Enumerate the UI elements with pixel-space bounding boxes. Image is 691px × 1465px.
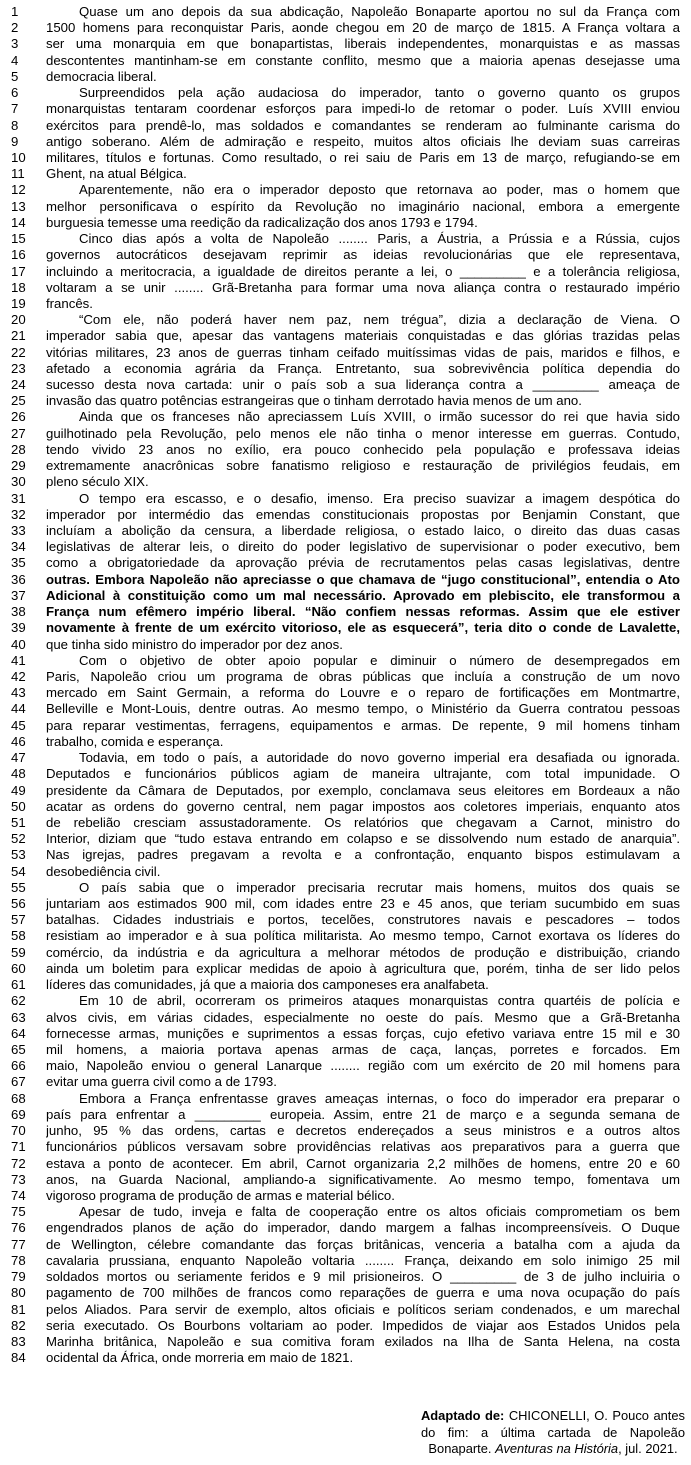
- line-text: Paris, Napoleão criou um programa de obras públicas que incluía a construção de um novo: [46, 668, 680, 684]
- line-text: como a obrigatoriedade da aprovação prévia de recrutamentos pelas casas legislativas, dentre: [46, 555, 680, 571]
- passage-line: [0, 134, 691, 150]
- line-number: 48: [11, 766, 26, 782]
- line-text: vigoroso programa de produção de armas e material bélico.: [46, 1187, 395, 1203]
- line-number: 56: [11, 896, 26, 912]
- line-number: 70: [11, 1123, 26, 1139]
- passage-line: [0, 588, 691, 604]
- passage-line: [0, 718, 691, 734]
- line-text: antigo soberano. Além de admiração e respeito, muitos altos oficiais lhe deviam suas carreiras: [46, 133, 680, 149]
- passage-line: [0, 215, 691, 231]
- line-text: Nas igrejas, padres pregavam a revolta e a confrontação, enquanto bispos estimulavam a: [46, 847, 680, 863]
- line-number: 26: [11, 409, 26, 425]
- line-text: invasão das quatro potências estrangeiras que o tinham derrotado havia menos de um ano.: [46, 393, 582, 409]
- line-text: pagamento de 700 milhões de francos como reparações de guerra e uma nova ocupação do país: [46, 1285, 680, 1301]
- line-number: 84: [11, 1350, 26, 1366]
- line-number: 6: [11, 85, 19, 101]
- passage-line: [0, 1204, 691, 1220]
- line-text: Ghent, na atual Bélgica.: [46, 166, 187, 182]
- line-text: Interior, diziam que “tudo estava entrando em colapso e se dissolvendo num estado de anarquia”.: [46, 831, 680, 847]
- passage-line: [0, 815, 691, 831]
- line-text: francês.: [46, 295, 93, 311]
- passage-line: [0, 555, 691, 571]
- line-number: 44: [11, 701, 26, 717]
- passage-line: [0, 85, 691, 101]
- passage-line: [0, 750, 691, 766]
- line-number: 83: [11, 1333, 26, 1349]
- passage-line: [0, 1074, 691, 1090]
- line-text: incluíam a abolição da censura, a liberdade religiosa, o estado laico, o direito das duas casas: [46, 523, 680, 538]
- passage-line: [0, 637, 691, 653]
- passage-line: [0, 669, 691, 685]
- line-number: 29: [11, 458, 26, 474]
- line-text: Com o objetivo de obter apoio popular e diminuir o número de desempregados em: [79, 652, 680, 668]
- line-number: 38: [11, 604, 26, 620]
- line-text: 1500 homens para reconquistar Paris, aonde chegou em 20 de março de 1815. A França voltara a: [46, 20, 680, 36]
- passage-line: [0, 393, 691, 409]
- line-text: França num efêmero império liberal. “Não confiem nessas reformas. Assim que ele estiver: [46, 604, 680, 620]
- passage-line: [0, 604, 691, 620]
- line-number: 49: [11, 782, 26, 798]
- passage-line: [0, 474, 691, 490]
- line-number: 9: [11, 133, 19, 149]
- passage-line: [0, 799, 691, 815]
- line-number: 21: [11, 328, 26, 344]
- line-text: legislativas de alterar leis, o direito do poder legislativo de supervisionar o poder executivo, bem: [46, 539, 680, 555]
- line-text: ser uma monarquia em que bonapartistas, liberais independentes, monarquistas e as massas: [46, 36, 680, 52]
- line-number: 27: [11, 425, 26, 441]
- passage-line: [0, 442, 691, 458]
- passage-line: [0, 247, 691, 263]
- line-number: 71: [11, 1139, 26, 1155]
- passage-line: [0, 458, 691, 474]
- citation-source-name: Aventuras na História: [495, 1441, 619, 1457]
- line-number: 65: [11, 1042, 26, 1057]
- line-number: 35: [11, 555, 26, 571]
- line-number: 82: [11, 1317, 26, 1333]
- passage-line: [0, 896, 691, 912]
- line-text: mercado em Saint Germain, a reforma do Louvre e o reparo de fortificações em Montmartre,: [46, 685, 680, 701]
- line-text: vitórias militares, 23 anos de guerras tinham ceifado muitíssimas vidas de pais, maridos e filhos, e: [46, 344, 680, 360]
- passage-line: [0, 1302, 691, 1318]
- line-number: 39: [11, 620, 26, 636]
- line-text: funcionários públicos versavam sobre providências relativas aos preparativos para a guerra que: [46, 1139, 680, 1155]
- passage-line: [0, 101, 691, 117]
- line-text: evitar uma guerra civil como a de 1793.: [46, 1074, 277, 1090]
- line-number: 64: [11, 1025, 26, 1041]
- line-text: Embora a França enfrentasse graves ameaças internas, o foco do imperador era preparar o: [79, 1090, 680, 1106]
- line-number: 58: [11, 928, 26, 944]
- line-text: sucesso desta nova cartada: unir o país sob a sua liderança contra a _________ ameaça de: [46, 377, 680, 393]
- passage-line: [0, 831, 691, 847]
- line-number: 50: [11, 798, 26, 814]
- line-text: batalhas. Cidades industriais e portos, tecelões, construtores navais e pescadores – todos: [46, 912, 680, 928]
- passage-line: [0, 620, 691, 636]
- citation: [421, 1408, 685, 1458]
- line-text: de Wellington, célebre comandante das forças britânicas, venceria a batalha com a ajuda da: [46, 1236, 680, 1252]
- passage-line: [0, 1350, 691, 1366]
- line-text: de rebelião cresciam assustadoramente. Os relatórios que chegavam a Carnot, ministro do: [46, 814, 680, 830]
- line-text: O tempo era escasso, e o desafio, imenso. Era preciso suavizar a imagem despótica do: [79, 490, 680, 506]
- citation-text: CHICONELLI, O. Pouco antes do fim: a última cartada de Napoleão Bonaparte.: [421, 1408, 685, 1457]
- passage-line: [0, 1123, 691, 1139]
- passage-line: [0, 977, 691, 993]
- line-number: 59: [11, 944, 26, 960]
- passage-line: [0, 961, 691, 977]
- line-number: 11: [11, 166, 25, 182]
- passage-line: [0, 928, 691, 944]
- passage-line: [0, 182, 691, 198]
- line-number: 24: [11, 377, 26, 393]
- line-number: 46: [11, 733, 26, 749]
- line-number: 25: [11, 393, 26, 409]
- passage-line: [0, 1026, 691, 1042]
- line-text: democracia liberal.: [46, 68, 157, 84]
- line-number: 36: [11, 571, 26, 587]
- line-text: melhor personificava o espírito da Revolução no imaginário nacional, embora a emergente: [46, 198, 680, 214]
- line-number: 3: [11, 36, 19, 52]
- line-number: 8: [11, 117, 19, 133]
- passage-line: [0, 1334, 691, 1350]
- line-number: 66: [11, 1058, 26, 1074]
- line-number: 77: [11, 1236, 26, 1252]
- line-number: 1: [11, 4, 19, 19]
- passage-line: [0, 1253, 691, 1269]
- line-number: 23: [11, 360, 26, 376]
- passage-line: [0, 1172, 691, 1188]
- line-text: que tinha sido ministro do imperador por dez anos.: [46, 636, 343, 652]
- passage-line: [0, 864, 691, 880]
- line-text: burguesia temesse uma reedição da radicalização dos anos 1793 e 1794.: [46, 214, 478, 230]
- line-number: 42: [11, 668, 26, 684]
- passage-line: [0, 1091, 691, 1107]
- line-number: 14: [11, 214, 26, 230]
- line-number: 5: [11, 68, 19, 84]
- passage-line: [0, 426, 691, 442]
- line-text: ainda um boletim para explicar medidas de apoio à agricultura que, porém, tinha de ser lido pelos: [46, 960, 680, 976]
- passage-line: [0, 199, 691, 215]
- line-number: 45: [11, 717, 26, 733]
- line-number: 76: [11, 1220, 26, 1236]
- passage-line: [0, 766, 691, 782]
- line-number: 75: [11, 1204, 26, 1220]
- passage-line: [0, 539, 691, 555]
- line-text: imperador por intermédio das emendas constitucionais propostas por Benjamin Constant, que: [46, 506, 680, 522]
- passage-line: [0, 1188, 691, 1204]
- line-number: 63: [11, 1009, 26, 1025]
- line-number: 47: [11, 750, 26, 766]
- passage-line: [0, 1237, 691, 1253]
- line-number: 51: [11, 814, 26, 830]
- passage-line: [0, 377, 691, 393]
- line-number: 62: [11, 993, 26, 1009]
- line-number: 72: [11, 1155, 26, 1171]
- passage-line: [0, 523, 691, 539]
- line-number: 13: [11, 198, 26, 214]
- line-text: alvos civis, em várias cidades, especialmente no oeste do país. Mesmo que a Grã-Bretanha: [46, 1009, 680, 1025]
- line-text: maio, Napoleão enviou o general Lanarque ........ região com um exército de 20 mil homens para: [46, 1058, 680, 1074]
- line-number: 22: [11, 344, 26, 360]
- line-number: 78: [11, 1252, 26, 1268]
- citation-label: Adaptado de:: [421, 1408, 505, 1424]
- passage-line: [0, 507, 691, 523]
- passage-line: [0, 361, 691, 377]
- line-text: trabalho, comida e esperança.: [46, 733, 224, 749]
- passage-line: [0, 150, 691, 166]
- passage-line: [0, 328, 691, 344]
- line-number: 52: [11, 831, 26, 847]
- passage-line: [0, 685, 691, 701]
- line-text: tendo vivido 23 anos no exílio, era pouco conhecido pela população e professava ideias: [46, 441, 680, 457]
- passage-line: [0, 20, 691, 36]
- line-text: Em 10 de abril, ocorreram os primeiros ataques monarquistas contra quartéis de polícia e: [79, 993, 680, 1009]
- line-text: fornecesse armas, munições e suprimentos a essas forças, cujo efetivo variava entre 15 mil e 30: [46, 1025, 680, 1041]
- line-text: anos, na Guarda Nacional, ampliando-a significativamente. Ao mesmo tempo, fomentava um: [46, 1171, 680, 1187]
- line-text: Quase um ano depois da sua abdicação, Napoleão Bonaparte aportou no sul da França com: [79, 4, 680, 19]
- line-text: Belleville e Mont-Louis, dentre outras. Ao mesmo tempo, o Ministério da Guerra contratou pessoas: [46, 701, 680, 717]
- line-number: 79: [11, 1269, 26, 1285]
- line-text: cavalaria prussiana, enquanto Napoleão voltaria ........ França, deixando em solo inimigo 25 mil: [46, 1252, 680, 1268]
- line-text: outras. Embora Napoleão não apreciasse o que chamava de “jugo constitucional”, entendia o Ato: [46, 571, 680, 587]
- line-number: 32: [11, 506, 26, 522]
- line-number: 60: [11, 960, 26, 976]
- line-text: seria executado. Os Bourbons voltariam ao poder. Impedidos de viajar aos Estados Unidos pela: [46, 1317, 680, 1333]
- passage-line: [0, 1010, 691, 1026]
- line-number: 17: [11, 263, 26, 279]
- passage-line: [0, 231, 691, 247]
- line-text: Todavia, em todo o país, a autoridade do novo governo imperial era desafiada ou ignorada.: [79, 750, 680, 766]
- line-number: 61: [11, 977, 26, 993]
- line-number: 20: [11, 312, 26, 328]
- line-number: 19: [11, 295, 26, 311]
- line-text: Cinco dias após a volta de Napoleão ........ Paris, a Áustria, a Prússia e a Rússia, cujos: [79, 231, 680, 247]
- line-text: governos autocráticos desejavam reprimir as ideias revolucionárias que ele representava,: [46, 247, 680, 263]
- passage-line: [0, 345, 691, 361]
- line-number: 15: [11, 231, 26, 247]
- line-text: país para enfrentar a _________ europeia. Assim, entre 21 de março e a segunda semana de: [46, 1106, 680, 1122]
- passage-line: [0, 572, 691, 588]
- passage-line: [0, 912, 691, 928]
- line-text: presidente da Câmara de Deputados, por exemplo, conclamava seus eleitores em Bordeaux a não: [46, 782, 680, 798]
- line-text: juntariam aos estimados 900 mil, com idades entre 23 e 45 anos, que teriam sucumbido em suas: [46, 896, 680, 912]
- line-number: 73: [11, 1171, 26, 1187]
- line-number: 43: [11, 685, 26, 701]
- line-number: 28: [11, 441, 26, 457]
- line-number: 7: [11, 101, 19, 117]
- line-text: Marinha britânica, Napoleão e sua comitiva foram exilados na Ilha de Santa Helena, na costa: [46, 1333, 680, 1349]
- passage-line: [0, 53, 691, 69]
- passage-line: [0, 1139, 691, 1155]
- passage-line: [0, 118, 691, 134]
- line-text: novamente à frente de um exército vitorioso, ele as esquecerá”, teria dito o conde de Lavalette,: [46, 620, 680, 636]
- passage-line: [0, 312, 691, 328]
- line-text: pleno século XIX.: [46, 474, 149, 490]
- line-text: Deputados e funcionários públicos agiam de maneira ultrajante, com total impunidade. O: [46, 766, 680, 782]
- line-number: 2: [11, 20, 19, 36]
- line-number: 34: [11, 539, 26, 555]
- line-text: pelos Aliados. Para servir de exemplo, altos oficiais e políticos seriam condenados, e um marechal: [46, 1301, 680, 1317]
- line-number: 53: [11, 847, 26, 863]
- passage-line: [0, 1318, 691, 1334]
- passage-line: [0, 701, 691, 717]
- line-text: junho, 95 % das ordens, cartas e decretos endereçados a seus ministros e a outros altos: [46, 1123, 680, 1139]
- line-text: Aparentemente, não era o imperador deposto que retornava ao poder, mas o homem que: [79, 182, 680, 198]
- line-text: descontentes mantinham-se em constante conflito, mesmo que a maioria apenas desejasse uma: [46, 52, 680, 68]
- line-number: 54: [11, 863, 26, 879]
- line-number: 57: [11, 912, 26, 928]
- line-number: 55: [11, 879, 26, 895]
- passage-line: [0, 945, 691, 961]
- passage-line: [0, 36, 691, 52]
- passage-line: [0, 4, 691, 20]
- line-text: voltaram a se unir ........ Grã-Bretanha para formar uma nova aliança contra o restaurado império: [46, 279, 680, 295]
- line-text: mil homens, a maioria portava apenas armas de caça, lanças, porretes e forcados. Em: [46, 1042, 680, 1057]
- line-text: acatar as ordens do governo central, nem pagar impostos aos coletores imperiais, enquanto atos: [46, 798, 680, 814]
- line-text: extremamente anacrônicas sobre fanatismo religioso e restauração de privilégios feudais, em: [46, 458, 680, 474]
- line-text: soldados mortos ou seriamente feridos e 9 mil prisioneiros. O _________ de 3 de julho incluiria o: [46, 1269, 680, 1285]
- passage-lines: [0, 4, 691, 1366]
- line-text: afetado a economia agrária da França. Entretanto, sua sobrevivência política dependia do: [46, 360, 680, 376]
- line-number: 80: [11, 1285, 26, 1301]
- passage-line: [0, 783, 691, 799]
- passage-line: [0, 1220, 691, 1236]
- passage-line: [0, 1285, 691, 1301]
- passage-line: [0, 280, 691, 296]
- passage-line: [0, 880, 691, 896]
- passage-line: [0, 1042, 691, 1058]
- line-number: 68: [11, 1090, 26, 1106]
- passage-line: [0, 491, 691, 507]
- line-number: 41: [11, 652, 26, 668]
- line-text: imperador sabia que, apesar das vantagens materiais conquistadas e das glórias trazidas pelas: [46, 328, 680, 344]
- line-text: líderes das comunidades, já que a maioria dos camponeses era analfabeta.: [46, 977, 489, 993]
- line-number: 33: [11, 523, 26, 538]
- line-number: 12: [11, 182, 26, 198]
- passage-line: [0, 1269, 691, 1285]
- line-number: 18: [11, 279, 26, 295]
- line-text: Ainda que os franceses não apreciassem Luís XVIII, o irmão sucessor do rei que havia sido: [79, 409, 680, 425]
- passage-line: [0, 409, 691, 425]
- line-number: 4: [11, 52, 19, 68]
- line-text: Apesar de tudo, inveja e falta de cooperação entre os altos oficiais comprometiam os bem: [79, 1204, 680, 1220]
- line-text: estava a ponto de acontecer. Em abril, Carnot organizaria 2,2 milhões de homens, entre 20 e 60: [46, 1155, 680, 1171]
- line-number: 10: [11, 149, 26, 165]
- line-text: monarquistas tentaram coordenar esforços para impedi-lo de retomar o poder. Luís XVIII enviou: [46, 101, 680, 117]
- line-text: guilhotinado pela Revolução, pelo menos ele não tinha o menor interesse em guerras. Contudo,: [46, 425, 680, 441]
- line-text: comércio, da indústria e da agricultura a melhorar métodos de produção e distribuição, criando: [46, 944, 680, 960]
- line-number: 69: [11, 1106, 26, 1122]
- line-text: militares, títulos e fortunas. Como resultado, o rei saiu de Paris em 13 de março, refugiando-se em: [46, 149, 680, 165]
- line-number: 16: [11, 247, 26, 263]
- line-text: O país sabia que o imperador precisaria recrutar mais homens, muitos dos quais se: [79, 879, 680, 895]
- line-number: 81: [11, 1301, 26, 1317]
- line-text: Surpreendidos pela ação audaciosa do imperador, tanto o governo quanto os grupos: [79, 85, 680, 101]
- passage-line: [0, 296, 691, 312]
- passage-line: [0, 734, 691, 750]
- passage-line: [0, 69, 691, 85]
- passage-line: [0, 653, 691, 669]
- line-number: 74: [11, 1187, 26, 1203]
- passage-line: [0, 1156, 691, 1172]
- passage-line: [0, 1107, 691, 1123]
- line-text: resistiam ao imperador e à sua política militarista. Ao mesmo tempo, Carnot exortava os líderes do: [46, 928, 680, 944]
- line-text: “Com ele, não poderá haver nem paz, nem trégua”, dizia a declaração de Viena. O: [79, 312, 680, 328]
- passage-line: [0, 1058, 691, 1074]
- passage-line: [0, 166, 691, 182]
- passage-line: [0, 264, 691, 280]
- line-number: 67: [11, 1074, 26, 1090]
- line-text: engendrados planos de ação do imperador, dando margem a falhas incompreensíveis. O Duque: [46, 1220, 680, 1236]
- line-text: para reparar vestimentas, ferragens, equipamentos e armas. De repente, 9 mil homens tinham: [46, 717, 680, 733]
- passage-line: [0, 993, 691, 1009]
- line-number: 30: [11, 474, 26, 490]
- line-text: exércitos para prendê-lo, mas soldados e comandantes se renderam ao fulminante carisma do: [46, 117, 680, 133]
- line-text: desobediência civil.: [46, 863, 161, 879]
- line-text: Adicional à constituição como um mal necessário. Aprovado em plebiscito, ele transformou a: [46, 587, 680, 603]
- line-number: 31: [11, 490, 26, 506]
- citation-text: , jul. 2021.: [618, 1441, 678, 1457]
- line-text: incluindo a meritocracia, a igualdade de direitos perante a lei, o _________ e a tolerância religiosa,: [46, 263, 680, 279]
- line-number: 40: [11, 636, 26, 652]
- passage-line: [0, 847, 691, 863]
- line-number: 37: [11, 587, 26, 603]
- line-text: ocidental da África, onde morreria em maio de 1821.: [46, 1350, 354, 1366]
